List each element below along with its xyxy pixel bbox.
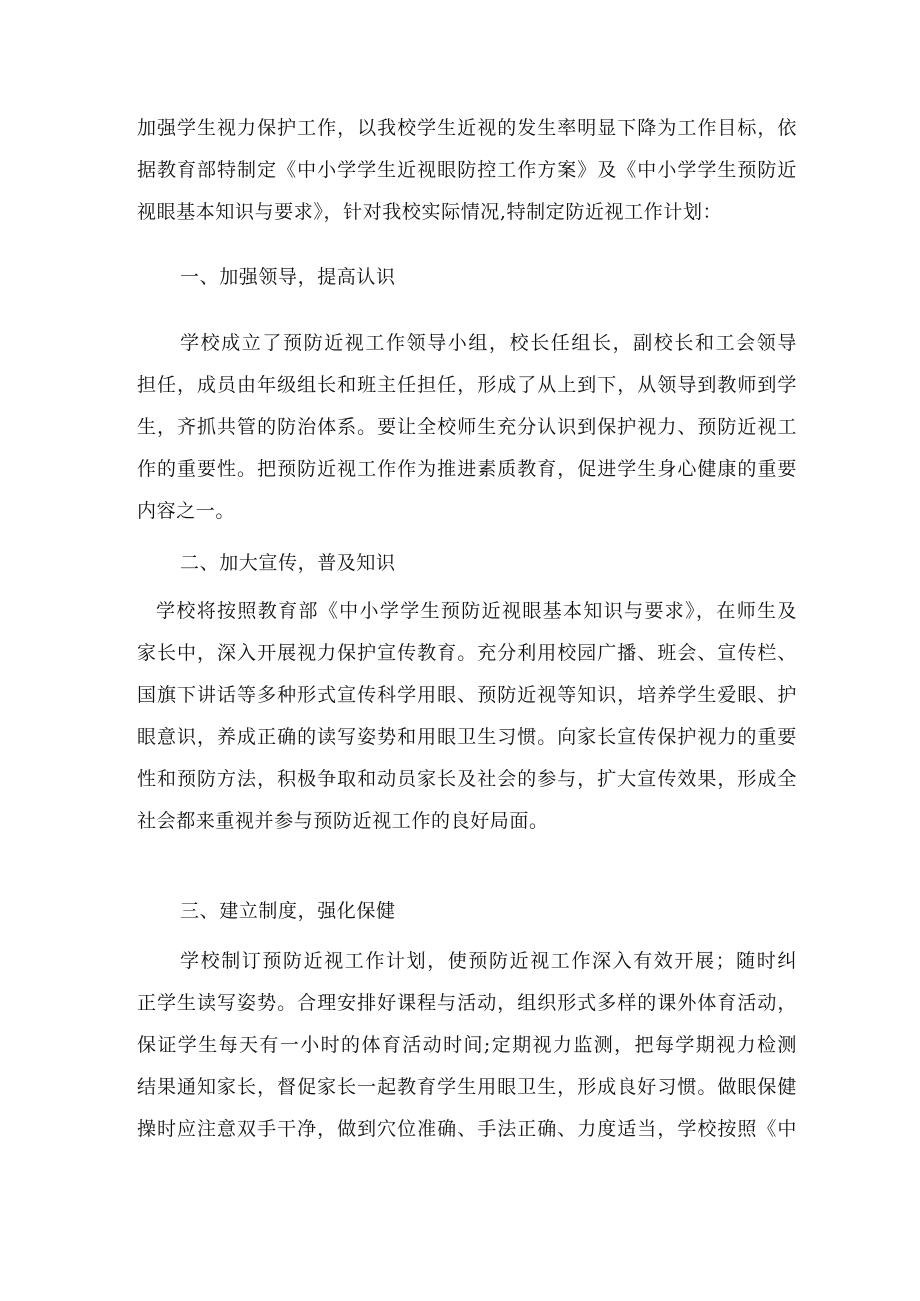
section2-paragraph xyxy=(137,590,797,842)
section1-line-3: 生，齐抓共管的防治体系。要让全校师生充分认识到保护视力、预防近视工 xyxy=(137,416,797,438)
section2-line-3: 国旗下讲话等多种形式宣传科学用眼、预防近视等知识，培养学生爱眼、护 xyxy=(137,684,797,706)
section1-line-1: 学校成立了预防近视工作领导小组，校长任组长，副校长和工会领导 xyxy=(180,332,797,354)
section1-line-4: 作的重要性。把预防近视工作作为推进素质教育，促进学生身心健康的重要 xyxy=(137,458,797,480)
section2-line-6: 社会都来重视并参与预防近视工作的良好局面。 xyxy=(137,810,549,832)
intro-line-3: 视眼基本知识与要求》，针对我校实际情况,特制定防近视工作计划： xyxy=(137,201,723,223)
section2-line-5: 性和预防方法，积极争取和动员家长及社会的参与，扩大宣传效果，形成全 xyxy=(137,768,797,790)
section3-line-2: 正学生读写姿势。合理安排好课程与活动，组织形式多样的课外体育活动， xyxy=(137,992,797,1014)
intro-line-1: 加强学生视力保护工作，以我校学生近视的发生率明显下降为工作目标，依 xyxy=(137,117,797,139)
section1-line-5: 内容之一。 xyxy=(137,500,236,522)
section3-line-4: 结果通知家长，督促家长一起教育学生用眼卫生，形成良好习惯。做眼保健 xyxy=(137,1076,797,1098)
section1-paragraph xyxy=(137,322,797,532)
section3-heading: 三、建立制度，强化保健 xyxy=(180,900,396,922)
section3-paragraph xyxy=(137,940,797,1150)
section2-heading: 二、加大宣传，普及知识 xyxy=(180,552,396,574)
section1-line-2: 担任，成员由年级组长和班主任担任，形成了从上到下，从领导到教师到学 xyxy=(137,374,797,396)
section1-heading: 一、加强领导，提高认识 xyxy=(180,266,396,288)
intro-paragraph xyxy=(137,107,797,233)
section3-line-3: 保证学生每天有一小时的体育活动时间;定期视力监测，把每学期视力检测 xyxy=(137,1034,797,1056)
section3-line-1: 学校制订预防近视工作计划，使预防近视工作深入有效开展；随时纠 xyxy=(180,950,797,972)
section2-line-2: 家长中，深入开展视力保护宣传教育。充分利用校园广播、班会、宣传栏、 xyxy=(137,642,797,664)
section3-line-5: 操时应注意双手干净，做到穴位准确、手法正确、力度适当，学校按照《中 xyxy=(137,1118,797,1140)
section2-line-4: 眼意识，养成正确的读写姿势和用眼卫生习惯。向家长宣传保护视力的重要 xyxy=(137,726,797,748)
section2-line-1: 学校将按照教育部《中小学学生预防近视眼基本知识与要求》，在师生及 xyxy=(156,600,797,622)
intro-line-2: 据教育部特制定《中小学学生近视眼防控工作方案》及《中小学学生预防近 xyxy=(137,159,797,181)
